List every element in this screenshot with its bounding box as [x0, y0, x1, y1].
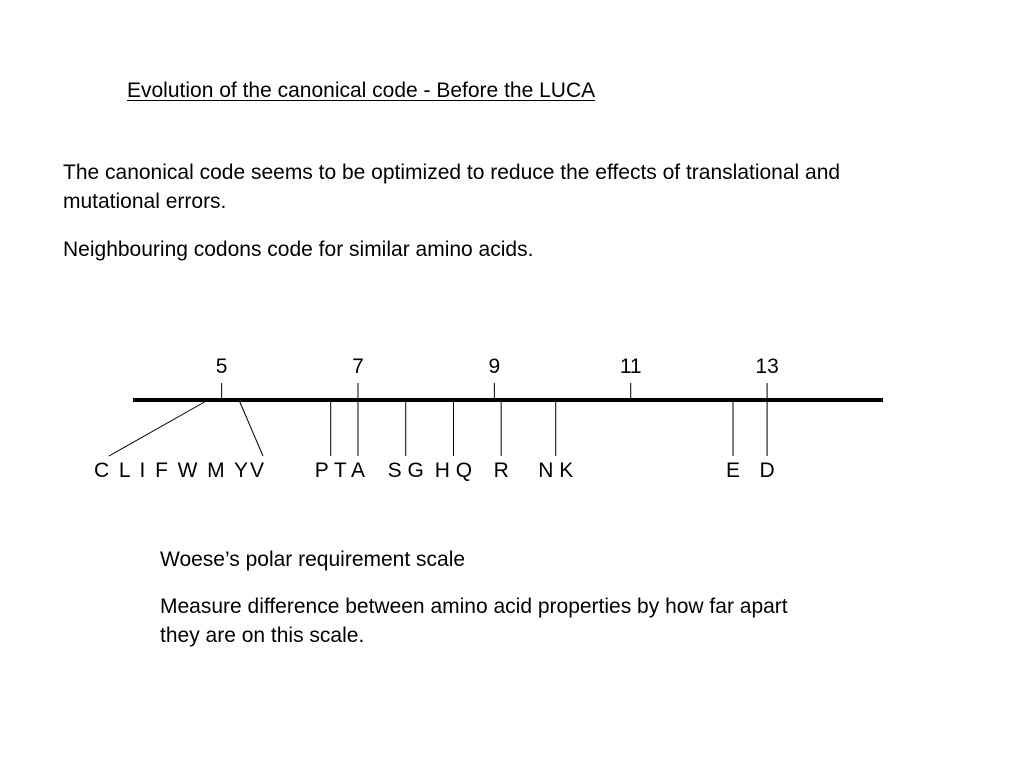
amino-acid-label: C L I F W M Y [94, 459, 248, 482]
amino-acid-label: H Q [434, 459, 473, 482]
axis-tick-label: 11 [619, 355, 642, 378]
amino-acid-label: E [725, 459, 741, 482]
axis-tick-label: 13 [755, 355, 779, 378]
scale-caption: Woese’s polar requirement scale [160, 548, 466, 571]
marker-leader-line [239, 400, 263, 456]
marker-leader-line [109, 400, 208, 456]
scale-explanation: Measure difference between amino acid properties by how far apart they are on this scale. [160, 595, 788, 647]
slide-title: Evolution of the canonical code - Before the LUCA [127, 79, 596, 102]
amino-acid-label: S G [387, 459, 424, 482]
axis-tick-label: 5 [215, 355, 228, 378]
amino-acid-label: P T [314, 459, 347, 482]
amino-acid-label: V [249, 459, 265, 482]
amino-acid-label: D [759, 459, 775, 482]
amino-acid-label: N K [538, 459, 574, 482]
amino-acid-label: A [350, 459, 366, 482]
axis-tick-label: 7 [352, 355, 364, 378]
amino-acid-label: R [493, 459, 509, 482]
intro-paragraph: The canonical code seems to be optimized to reduce the effects of translational and mutational errors. [63, 161, 841, 213]
neighbouring-codons-paragraph: Neighbouring codons code for similar amino acids. [63, 238, 534, 261]
axis-tick-label: 9 [488, 355, 501, 378]
